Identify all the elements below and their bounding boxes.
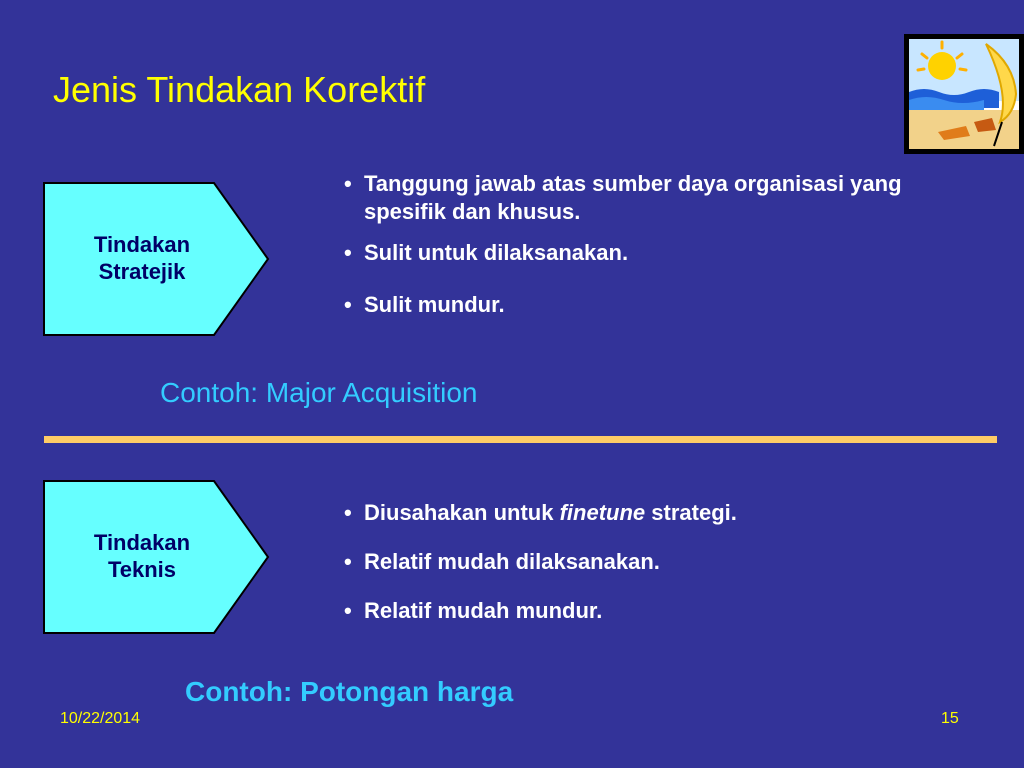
technical-example: Contoh: Potongan harga bbox=[185, 676, 514, 707]
slide-number: 15 bbox=[941, 710, 959, 727]
section-divider bbox=[44, 436, 997, 443]
shape-label-line2: Teknis bbox=[107, 557, 177, 582]
shape-label-line1: Tindakan bbox=[93, 232, 191, 258]
bullet-item: • Tanggung jawab atas sumber daya organisasi yang spesifik dan khusus. bbox=[344, 170, 904, 226]
slide-title: Jenis Tindakan Korektif bbox=[53, 69, 426, 110]
technical-bullet-list bbox=[344, 499, 904, 645]
strategic-example: Contoh: Major Acquisition bbox=[160, 377, 478, 408]
emphasis-text: finetune bbox=[559, 500, 646, 525]
shape-label-line2: Stratejik bbox=[98, 259, 186, 284]
strategic-action-shape bbox=[42, 181, 272, 337]
bullet-item: • Sulit untuk dilaksanakan. bbox=[344, 239, 904, 267]
strategic-bullet-list bbox=[344, 170, 904, 340]
shape-label-line1: Tindakan bbox=[93, 530, 191, 556]
technical-action-shape bbox=[42, 479, 272, 635]
bullet-item: • Relatif mudah mundur. bbox=[344, 597, 904, 625]
beach-sun-icon bbox=[904, 34, 1024, 154]
footer-date: 10/22/2014 bbox=[60, 710, 141, 727]
bullet-item: • Diusahakan untuk finetune strategi. bbox=[344, 499, 904, 527]
bullet-item: • Relatif mudah dilaksanakan. bbox=[344, 548, 904, 576]
bullet-item: • Sulit mundur. bbox=[344, 291, 904, 319]
